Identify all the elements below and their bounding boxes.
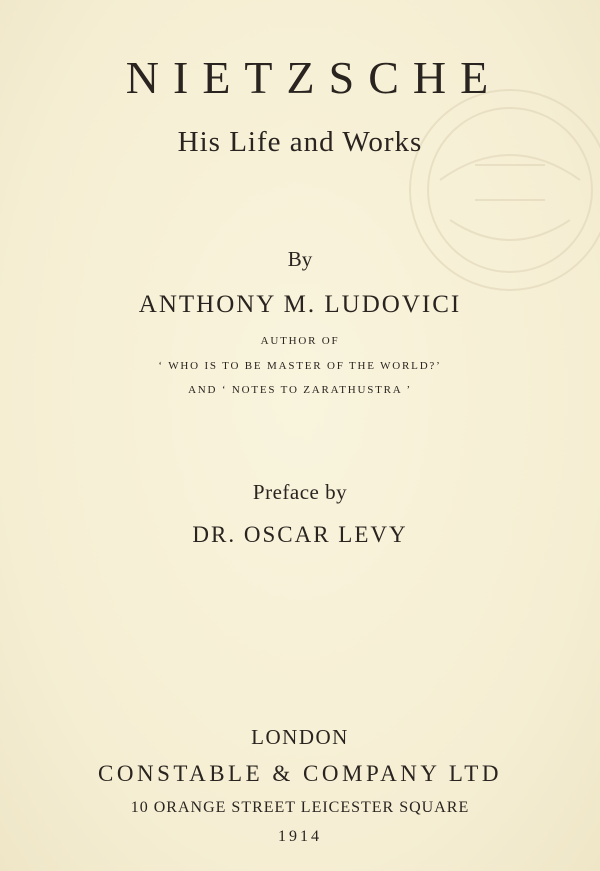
author-name: ANTHONY M. LUDOVICI [138,291,462,318]
publisher-address: 10 ORANGE STREET LEICESTER SQUARE [130,799,470,816]
previous-work: AND ‘ NOTES TO ZARATHUSTRA ’ [188,384,412,396]
by-label: By [287,247,313,271]
author-of-label: AUTHOR OF [260,335,340,347]
preface-label: Preface by [252,480,348,504]
preface-author: DR. OSCAR LEVY [192,522,408,547]
book-subtitle: His Life and Works [177,126,423,158]
publication-year: 1914 [278,828,322,845]
book-title: NIETZSCHE [125,52,503,103]
publisher-city: LONDON [251,725,349,749]
previous-work: ‘ WHO IS TO BE MASTER OF THE WORLD?’ [158,360,442,372]
publisher-name: CONSTABLE & COMPANY LTD [98,761,502,786]
